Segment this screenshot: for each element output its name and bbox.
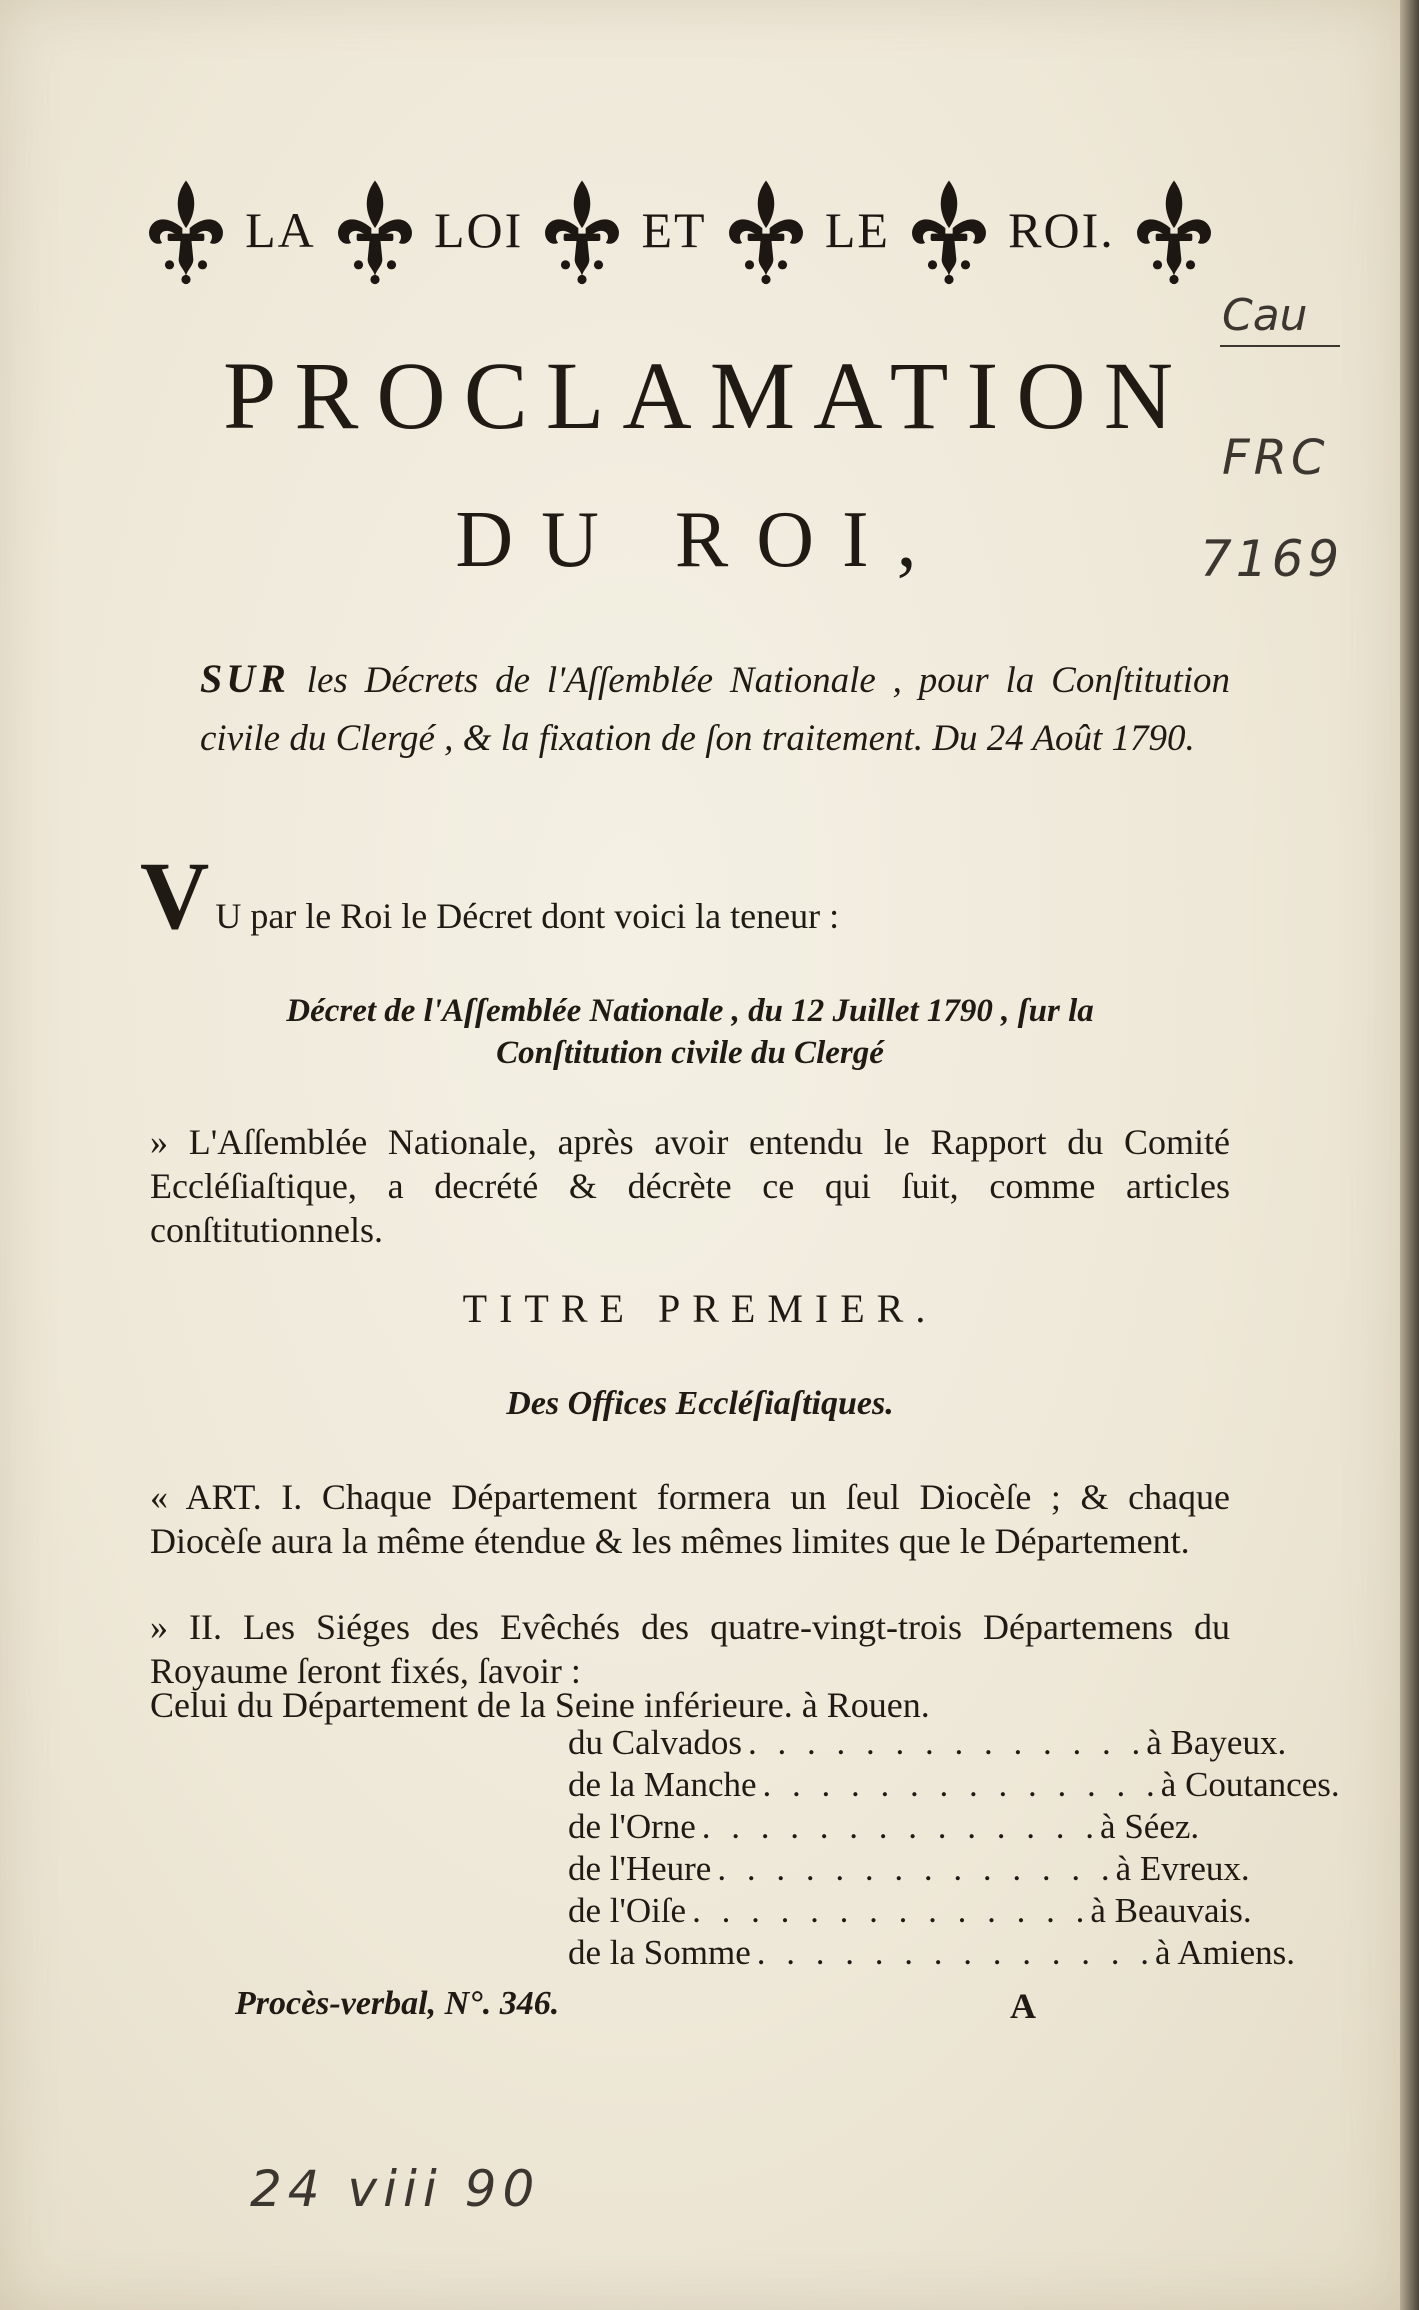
see-city: à Coutances. bbox=[1160, 1765, 1340, 1804]
fleur-de-lis-icon bbox=[1128, 175, 1220, 285]
motto-word-loi: LOI bbox=[433, 202, 524, 258]
fleur-de-lis-icon bbox=[720, 175, 812, 285]
leader-dots: . . . . . . . . . . . . . . bbox=[762, 1765, 1161, 1804]
list-item bbox=[568, 1848, 1250, 1890]
article-2: » II. Les Siéges des Evêchés des quatre-vingt-trois Départemens du Royaume ſeront fixés, ſavoir : bbox=[150, 1607, 1230, 1691]
department-name: de la Manche bbox=[568, 1765, 757, 1804]
page-title: PROCLAMATION bbox=[222, 342, 1192, 449]
handwritten-date: 24 viii 90 bbox=[250, 2160, 541, 2218]
header-motto bbox=[140, 170, 1220, 290]
page-subtitle: DU ROI, bbox=[455, 496, 945, 584]
see-city: à Amiens. bbox=[1155, 1933, 1295, 1972]
section-title: TITRE PREMIER. bbox=[462, 1286, 938, 1331]
fleur-de-lis-icon bbox=[140, 175, 232, 285]
motto-word-et: ET bbox=[641, 202, 707, 258]
see-city: à Séez. bbox=[1100, 1807, 1200, 1846]
department-name: du Calvados bbox=[568, 1723, 743, 1762]
motto-word-le: LE bbox=[824, 202, 890, 258]
leader-dots: . . . . . . . . . . . . . . bbox=[756, 1933, 1155, 1972]
handwritten-note: Cau bbox=[1222, 290, 1308, 341]
drop-cap: V bbox=[140, 842, 210, 949]
leader-dots: . . . . . . . . . . . . . . bbox=[701, 1807, 1101, 1846]
signature-mark: A bbox=[1010, 1986, 1036, 2026]
department-name: de l'Oiſe bbox=[568, 1891, 687, 1930]
assembly-paragraph: » L'Aſſemblée Nationale, après avoir entendu le Rapport du Comité Eccléſiaſtique, a decrété & décrète ce qui ſuit, comme articles conſtitutionnels. bbox=[150, 1122, 1230, 1250]
decree-heading-line2: Conſtitution civile du Clergé bbox=[496, 1035, 884, 1071]
list-item bbox=[568, 1764, 1340, 1806]
decree-heading-line1: Décret de l'Aſſemblée Nationale , du 12 Juillet 1790 , ſur la bbox=[286, 993, 1094, 1029]
see-city: à Beauvais. bbox=[1090, 1891, 1252, 1930]
list-item bbox=[568, 1932, 1295, 1974]
fleur-de-lis-icon bbox=[903, 175, 995, 285]
handwritten-note: FRC bbox=[1222, 430, 1329, 486]
fleur-de-lis-icon bbox=[536, 175, 628, 285]
handwritten-note: 7169 bbox=[1200, 530, 1344, 588]
proces-verbal-reference: Procès-verbal, N°. 346. bbox=[235, 1985, 560, 2022]
leader-dots: . . . . . . . . . . . . . . bbox=[692, 1891, 1091, 1930]
sees-list bbox=[568, 1722, 1340, 1974]
motto-word-la: LA bbox=[245, 202, 316, 258]
list-item bbox=[568, 1890, 1252, 1932]
department-name: de la Somme bbox=[568, 1933, 751, 1972]
subject-text: les Décrets de l'Aſſemblée Nationale , pour la Conſtitution civile du Clergé , & la fixation de ſon traitement. Du 24 Août 1790. bbox=[200, 660, 1231, 759]
intro-line bbox=[140, 842, 1240, 949]
leader-dots: . . . . . . . . . . . . . . bbox=[748, 1723, 1147, 1762]
see-city: à Evreux. bbox=[1115, 1849, 1250, 1888]
handwritten-underline bbox=[1220, 345, 1340, 347]
subject-paragraph bbox=[200, 650, 1230, 768]
article-1: « ART. I. Chaque Département formera un ſeul Diocèſe ; & chaque Diocèſe aura la même étendue & les mêmes limites que le Département. bbox=[150, 1477, 1230, 1561]
department-name: de l'Heure bbox=[568, 1849, 712, 1888]
page-edge bbox=[1400, 0, 1419, 2310]
article-2-first-see: Celui du Département de la Seine inférieure. à Rouen. bbox=[150, 1685, 930, 1725]
decree-heading bbox=[150, 990, 1230, 1074]
section-subtitle: Des Offices Eccléſiaſtiques. bbox=[506, 1385, 894, 1422]
list-item bbox=[568, 1806, 1200, 1848]
list-item bbox=[568, 1722, 1287, 1764]
motto-word-roi: ROI. bbox=[1008, 202, 1115, 258]
subject-lead: SUR bbox=[200, 656, 290, 701]
fleur-de-lis-icon bbox=[329, 175, 421, 285]
department-name: de l'Orne bbox=[568, 1807, 696, 1846]
intro-text: U par le Roi le Décret dont voici la teneur : bbox=[215, 896, 840, 936]
leader-dots: . . . . . . . . . . . . . . bbox=[717, 1849, 1116, 1888]
see-city: à Bayeux. bbox=[1146, 1723, 1287, 1762]
